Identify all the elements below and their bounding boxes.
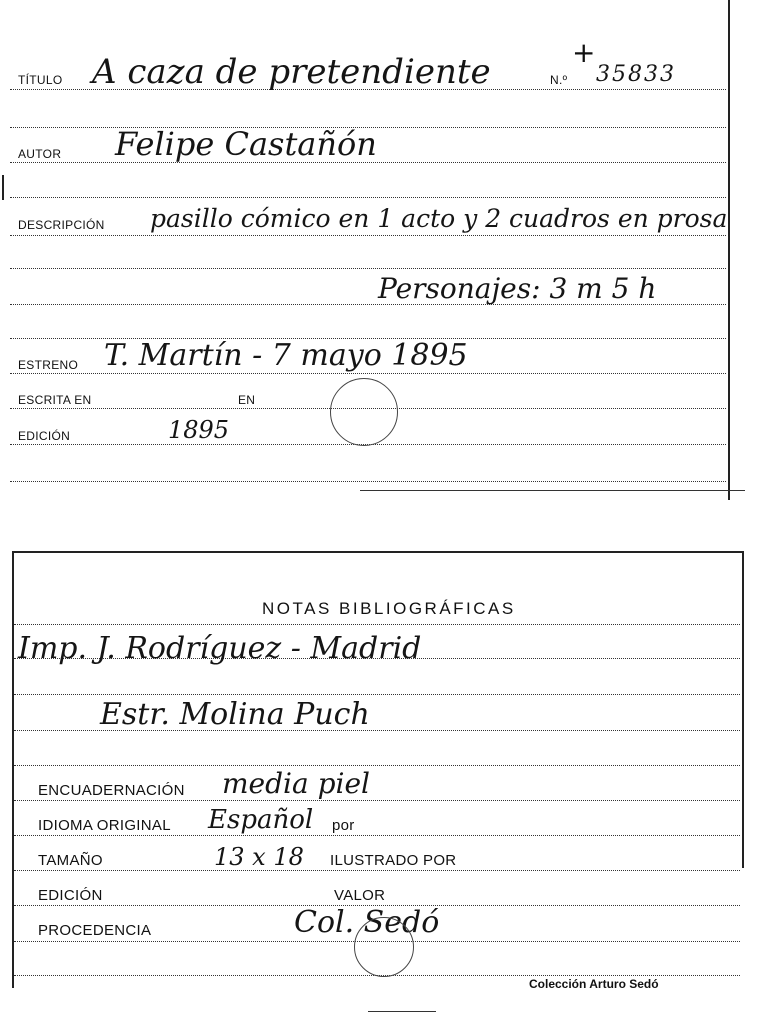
descripcion-value: pasillo cómico en 1 acto y 2 cuadros en prosa <box>150 204 728 233</box>
titulo-value: A caza de pretendiente <box>92 52 491 92</box>
card-right-edge <box>728 0 730 500</box>
estreno-label: ESTRENO <box>18 358 79 372</box>
titulo-label: TÍTULO <box>18 73 63 87</box>
card-top-edge <box>14 551 744 553</box>
personajes-value: Personajes: 3 m 5 h <box>378 272 657 305</box>
numero-value: 35833 <box>596 62 676 87</box>
card-bottom-edge <box>360 490 745 491</box>
rule-line <box>14 624 740 625</box>
edicion-label: EDICIÓN <box>18 429 71 443</box>
numero-mark: + <box>572 36 596 69</box>
notas-heading: NOTAS BIBLIOGRÁFICAS <box>262 599 516 618</box>
escrita-en-label: ESCRITA EN <box>18 393 92 407</box>
rule-line <box>14 765 740 766</box>
catalog-card-back <box>0 545 759 1028</box>
idioma-label: IDIOMA ORIGINAL <box>38 817 171 834</box>
rule-line <box>14 835 740 836</box>
autor-value: Felipe Castañón <box>115 125 377 163</box>
rule-line <box>14 694 740 695</box>
punch-hole <box>330 378 398 446</box>
valor-label: VALOR <box>334 887 386 904</box>
notes-line-2: Estr. Molina Puch <box>100 697 370 732</box>
rule-line <box>10 235 726 236</box>
descripcion-label: DESCRIPCIÓN <box>18 218 105 232</box>
tamano-label: TAMAÑO <box>38 852 103 869</box>
card-right-edge <box>742 551 744 868</box>
idioma-por-label: por <box>332 817 355 834</box>
edicion-label: EDICIÓN <box>38 887 103 904</box>
edicion-value: 1895 <box>168 416 230 444</box>
rule-line <box>10 197 726 198</box>
card-left-edge-mark <box>2 175 4 200</box>
procedencia-label: PROCEDENCIA <box>38 922 152 939</box>
encuadernacion-label: ENCUADERNACIÓN <box>38 782 185 799</box>
idioma-value: Español <box>208 805 314 835</box>
punch-hole <box>354 917 414 977</box>
card-bottom-mark <box>368 1011 436 1012</box>
rule-line <box>10 268 726 269</box>
rule-line <box>14 800 740 801</box>
estreno-value: T. Martín - 7 mayo 1895 <box>104 338 468 373</box>
card-left-edge <box>12 551 14 988</box>
tamano-value: 13 x 18 <box>214 843 304 871</box>
procedencia-value: Col. Sedó <box>294 905 440 940</box>
catalog-card-front <box>0 0 759 500</box>
rule-line <box>10 481 726 482</box>
ilustrado-label: ILUSTRADO POR <box>330 852 457 869</box>
rule-line <box>14 870 740 871</box>
rule-line <box>10 373 726 374</box>
numero-label: N.º <box>550 73 568 87</box>
coleccion-stamp: Colección Arturo Sedó <box>529 977 659 991</box>
notes-line-1: Imp. J. Rodríguez - Madrid <box>18 631 422 666</box>
autor-label: AUTOR <box>18 147 62 161</box>
encuadernacion-value: media piel <box>222 767 370 800</box>
escrita-en-en-label: EN <box>238 393 256 407</box>
